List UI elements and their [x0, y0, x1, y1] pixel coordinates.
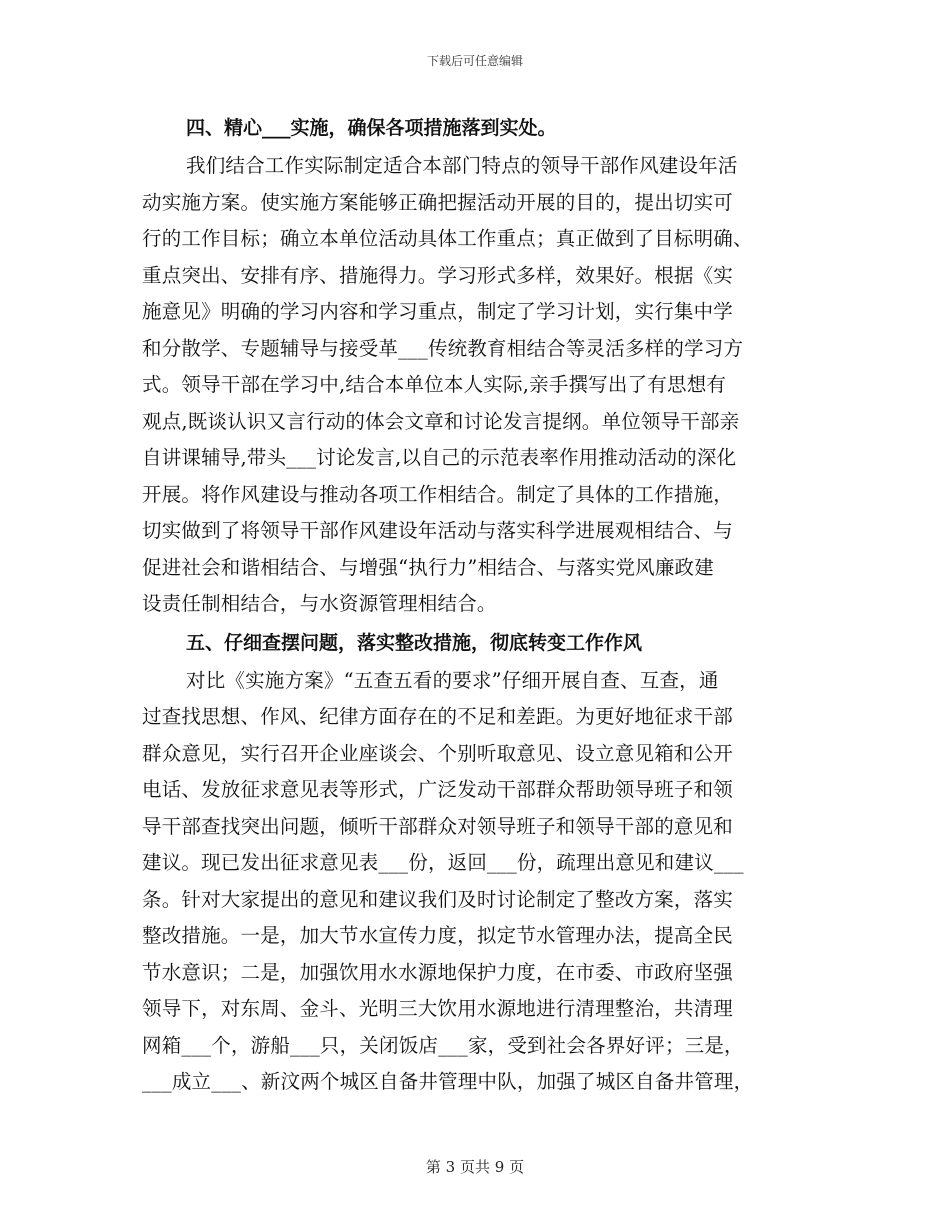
paragraph-line: 重点突出、安排有序、措施得力。学习形式多样，效果好。根据《实 [142, 263, 734, 287]
section-4-heading: 四、精心___实施，确保各项措施落到实处。 [186, 117, 557, 139]
paragraph-line: 过查找思想、作风、纪律方面存在的不足和差距。为更好地征求干部 [142, 705, 734, 728]
paragraph-line: 观点,既谈认识又言行动的体会文章和讨论发言提纲。单位领导干部亲 [142, 409, 740, 433]
paragraph-line: 电话、发放征求意见表等形式，广泛发动干部群众帮助领导班子和领 [142, 778, 734, 801]
document-body [142, 108, 810, 1101]
paragraph-line: 开展。将作风建设与推动各项工作相结合。制定了具体的工作措施， [142, 482, 734, 506]
paragraph-line: 动实施方案。使实施方案能够正确把握活动开展的目的，提出切实可 [142, 190, 734, 214]
paragraph-line: 和分散学、专题辅导与接受革___传统教育相结合等灵活多样的学习方 [142, 336, 744, 360]
paragraph-line: 网箱___个，游船___只，关闭饭店___家，受到社会各界好评；三是， [142, 1033, 744, 1057]
page-header: 下载后可任意编辑 [426, 54, 523, 68]
paragraph-line: 行的工作目标；确立本单位活动具体工作重点；真正做到了目标明确、 [142, 227, 753, 250]
paragraph-line: 自讲课辅导,带头___讨论发言,以自己的示范表率作用推动活动的深化 [142, 446, 737, 469]
paragraph-line: 对比《实施方案》“五查五看的要求”仔细开展自查、互查，通 [186, 668, 719, 692]
paragraph-line: 节水意识；二是，加强饮用水水源地保护力度，在市委、市政府坚强 [142, 960, 734, 984]
paragraph-line: 条。针对大家提出的意见和建议我们及时讨论制定了整改方案，落实 [142, 887, 734, 911]
paragraph-line: 整改措施。一是，加大节水宣传力度，拟定节水管理办法，提高全民 [142, 924, 734, 947]
paragraph-line: 领导下，对东周、金斗、光明三大饮用水源地进行清理整治，共清理 [142, 997, 734, 1020]
paragraph-line: 群众意见，实行召开企业座谈会、个别听取意见、设立意见箱和公开 [142, 741, 734, 765]
paragraph-line: 切实做到了将领导干部作风建设年活动与落实科学进展观相结合、与 [142, 519, 734, 542]
page-footer: 第 3 页共 9 页 [425, 1158, 525, 1176]
paragraph-line: 建议。现已发出征求意见表___份，返回___份，疏理出意见和建议___ [142, 851, 744, 874]
paragraph-line: 设责任制相结合，与水资源管理相结合。 [142, 592, 497, 615]
paragraph-line: 施意见》明确的学习内容和学习重点，制定了学习计划，实行集中学 [142, 300, 734, 323]
paragraph-line: ___成立___、新汶两个城区自备井管理中队，加强了城区自备井管理， [142, 1070, 754, 1093]
paragraph-line: 我们结合工作实际制定适合本部门特点的领导干部作风建设年活 [186, 154, 738, 177]
paragraph-line: 导干部查找突出问题，倾听干部群众对领导班子和领导干部的意见和 [142, 814, 734, 838]
section-5-heading: 五、仔细查摆问题，落实整改措施，彻底转变工作作风 [186, 631, 643, 654]
paragraph-line: 促进社会和谐相结合、与增强“执行力”相结合、与落实党风廉政建 [142, 555, 714, 579]
paragraph-line: 式。领导干部在学习中,结合本单位本人实际,亲手撰写出了有思想有 [142, 373, 727, 396]
